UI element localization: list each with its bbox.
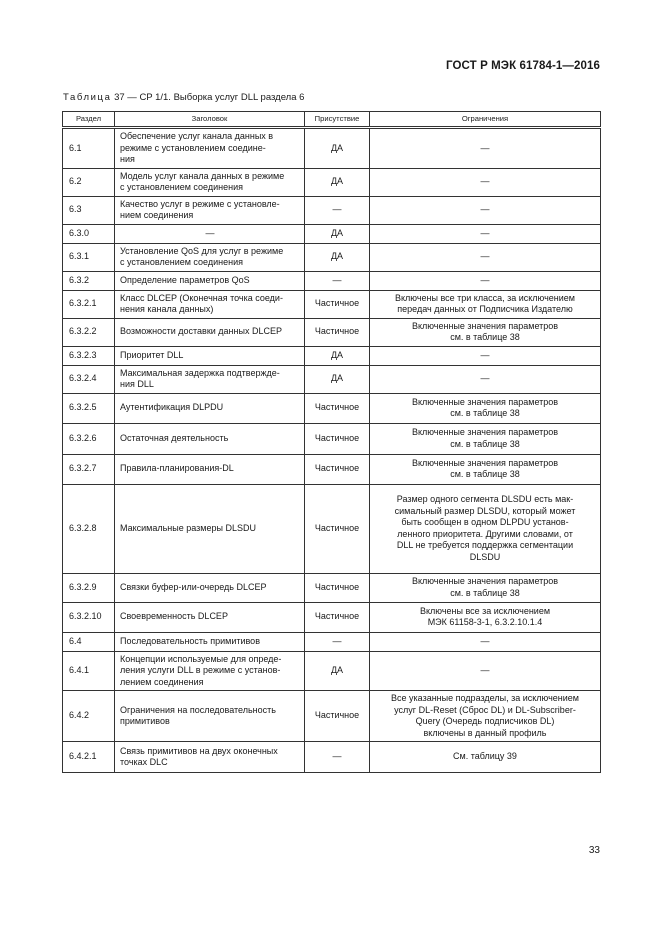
row-section-cell	[63, 742, 115, 773]
row-limits-cell	[370, 573, 601, 602]
row-presence-text: ДА	[330, 665, 344, 675]
table-row	[63, 243, 601, 271]
row-limits-cell	[370, 168, 601, 196]
row-section-cell	[63, 484, 115, 573]
row-section-text: 6.3.2.2	[69, 326, 97, 337]
row-presence-cell	[305, 651, 370, 691]
row-limits-cell	[370, 602, 601, 632]
row-title-cell	[115, 318, 305, 346]
table-row	[63, 742, 601, 773]
row-section-cell	[63, 318, 115, 346]
table-caption	[63, 92, 304, 103]
row-presence-cell	[305, 454, 370, 484]
row-section-cell	[63, 168, 115, 196]
row-title-cell	[115, 168, 305, 196]
row-title-text: Ограничения на последовательность примитивов	[120, 704, 276, 726]
row-limits-cell	[370, 243, 601, 271]
row-limits-text: —	[480, 665, 490, 675]
column-header-section: Раздел	[63, 112, 115, 128]
row-title-cell	[115, 573, 305, 602]
column-header-limits: Ограничения	[370, 112, 601, 128]
row-title-cell	[115, 271, 305, 290]
row-title-cell	[115, 128, 305, 169]
row-limits-cell	[370, 224, 601, 243]
table-row	[63, 365, 601, 393]
row-title-cell	[115, 224, 305, 243]
row-title-text: Аутентификация DLPDU	[120, 402, 224, 413]
row-title-cell	[115, 346, 305, 365]
row-presence-cell	[305, 346, 370, 365]
row-limits-cell	[370, 454, 601, 484]
row-title-cell	[115, 454, 305, 484]
row-limits-text: —	[480, 251, 490, 262]
row-section-cell	[63, 691, 115, 742]
row-limits-cell	[370, 196, 601, 224]
row-presence-text: —	[332, 274, 342, 285]
row-limits-cell	[370, 423, 601, 454]
row-title-cell	[115, 602, 305, 632]
row-title-text: Установление QoS для услуг в режиме с установлением соединения	[120, 245, 284, 267]
row-section-cell	[63, 393, 115, 423]
row-section-text: 6.3	[69, 204, 82, 215]
table-caption-text: 37 — CP 1/1. Выборка услуг DLL раздела 6	[111, 92, 305, 103]
row-presence-cell	[305, 290, 370, 318]
row-limits-text: —	[480, 349, 490, 360]
row-presence-cell	[305, 168, 370, 196]
row-presence-cell	[305, 365, 370, 393]
row-title-cell	[115, 742, 305, 773]
row-limits-text: —	[480, 274, 490, 285]
services-table	[62, 111, 601, 773]
row-limits-text: Включенные значения параметров см. в таблице 38	[411, 320, 559, 342]
row-section-text: 6.3.2.1	[69, 298, 97, 309]
row-limits-cell	[370, 290, 601, 318]
row-limits-text: —	[480, 142, 490, 153]
row-limits-text: См. таблицу 39	[453, 751, 517, 762]
row-limits-cell	[370, 365, 601, 393]
row-section-text: 6.4.1	[69, 665, 90, 675]
table-row	[63, 271, 601, 290]
row-limits-cell	[370, 271, 601, 290]
document-standard-header: ГОСТ Р МЭК 61784-1—2016	[446, 60, 600, 72]
row-presence-text: Частичное	[314, 326, 360, 337]
row-section-text: 6.3.2.3	[69, 349, 97, 360]
row-section-text: 6.3.2.4	[69, 373, 97, 384]
row-section-text: 6.3.2.6	[69, 432, 97, 443]
row-section-text: 6.3.1	[69, 251, 90, 262]
row-title-text: Определение параметров QoS	[120, 274, 250, 285]
row-limits-text: Включенные значения параметров см. в таблице 38	[411, 396, 559, 418]
row-presence-cell	[305, 691, 370, 742]
row-title-text: —	[205, 227, 215, 238]
row-presence-text: Частичное	[314, 432, 360, 443]
row-limits-cell	[370, 691, 601, 742]
table-row	[63, 423, 601, 454]
row-title-text: Концепции используемые для опреде- ления услуги DLL в режиме с установ- лением соединения	[120, 653, 282, 687]
row-limits-cell	[370, 318, 601, 346]
row-title-cell	[115, 393, 305, 423]
row-limits-cell	[370, 651, 601, 691]
row-title-cell	[115, 290, 305, 318]
row-presence-cell	[305, 224, 370, 243]
row-presence-text: Частичное	[314, 298, 360, 309]
row-presence-cell	[305, 423, 370, 454]
row-presence-text: Частичное	[314, 581, 360, 592]
row-title-text: Приоритет DLL	[120, 349, 184, 360]
row-presence-cell	[305, 573, 370, 602]
row-section-cell	[63, 632, 115, 651]
row-section-cell	[63, 423, 115, 454]
row-section-cell	[63, 196, 115, 224]
row-section-cell	[63, 224, 115, 243]
row-presence-cell	[305, 393, 370, 423]
row-section-text: 6.4	[69, 635, 82, 646]
row-presence-text: ДА	[330, 227, 344, 238]
table-row	[63, 224, 601, 243]
row-section-text: 6.3.2	[69, 274, 90, 285]
row-title-text: Максимальные размеры DLSDU	[120, 522, 256, 533]
table-row	[63, 168, 601, 196]
row-presence-text: ДА	[330, 349, 344, 360]
row-presence-text: ДА	[330, 251, 344, 262]
row-title-text: Связь примитивов на двух оконечных точках DLC	[120, 745, 278, 767]
row-limits-cell	[370, 346, 601, 365]
row-presence-cell	[305, 602, 370, 632]
row-title-cell	[115, 484, 305, 573]
row-section-cell	[63, 271, 115, 290]
table-row	[63, 651, 601, 691]
row-section-cell	[63, 243, 115, 271]
row-section-cell	[63, 602, 115, 632]
table-row	[63, 573, 601, 602]
row-presence-cell	[305, 484, 370, 573]
column-header-presence: Присутствие	[305, 112, 370, 128]
row-title-text: Обеспечение услуг канала данных в режиме с установлением соедине- ния	[120, 131, 274, 164]
row-title-cell	[115, 651, 305, 691]
table-row	[63, 318, 601, 346]
row-section-cell	[63, 651, 115, 691]
row-limits-text: Включены все за исключением МЭК 61158-3-1, 6.3.2.10.1.4	[419, 605, 551, 627]
table-caption-prefix: Таблица	[63, 92, 112, 103]
row-presence-text: —	[332, 635, 342, 646]
table-header-row	[63, 112, 601, 128]
row-presence-cell	[305, 632, 370, 651]
row-title-text: Максимальная задержка подтвержде- ния DLL	[120, 367, 280, 389]
table-body	[63, 128, 601, 773]
row-presence-cell	[305, 196, 370, 224]
row-section-text: 6.1	[69, 142, 82, 153]
row-limits-cell	[370, 742, 601, 773]
row-presence-cell	[305, 271, 370, 290]
row-presence-cell	[305, 742, 370, 773]
row-presence-text: Частичное	[314, 463, 360, 474]
table-row	[63, 484, 601, 573]
table-row	[63, 346, 601, 365]
row-limits-text: —	[480, 204, 490, 215]
row-limits-text: —	[480, 176, 490, 187]
row-limits-text: Включенные значения параметров см. в таблице 38	[411, 427, 559, 449]
row-section-text: 6.3.0	[69, 227, 90, 238]
row-section-text: 6.3.2.9	[69, 581, 97, 592]
table-row	[63, 290, 601, 318]
row-presence-text: Частичное	[314, 611, 360, 622]
row-presence-text: Частичное	[314, 522, 360, 533]
row-presence-text: Частичное	[314, 402, 360, 413]
row-title-text: Связки буфер-или-очередь DLCEP	[120, 581, 267, 592]
row-title-cell	[115, 632, 305, 651]
row-presence-cell	[305, 128, 370, 169]
row-limits-text: Включенные значения параметров см. в таблице 38	[411, 457, 559, 479]
table-row	[63, 196, 601, 224]
row-title-cell	[115, 423, 305, 454]
row-limits-text: Размер одного сегмента DLSDU есть мак- симальный размер DLSDU, который может быть сообщен в одном DLPDU установ- ленного приоритета. Другими словами, от DLL не требуется поддержка сегментации DLSDU	[394, 494, 576, 562]
row-title-text: Качество услуг в режиме с установле- нием соединения	[120, 198, 280, 220]
row-presence-text: ДА	[330, 142, 344, 153]
row-title-cell	[115, 365, 305, 393]
table-row	[63, 454, 601, 484]
row-presence-text: ДА	[330, 176, 344, 187]
row-limits-cell	[370, 632, 601, 651]
row-presence-text: ДА	[330, 373, 344, 384]
row-limits-text: —	[480, 635, 490, 646]
row-title-cell	[115, 243, 305, 271]
row-limits-text: Включенные значения параметров см. в таблице 38	[411, 576, 559, 598]
row-section-text: 6.3.2.10	[69, 611, 102, 622]
table-row	[63, 393, 601, 423]
row-section-cell	[63, 573, 115, 602]
row-section-text: 6.4.2.1	[69, 751, 97, 762]
row-title-cell	[115, 196, 305, 224]
row-limits-text: —	[480, 227, 490, 238]
row-section-cell	[63, 346, 115, 365]
row-limits-cell	[370, 128, 601, 169]
row-title-cell	[115, 691, 305, 742]
row-limits-cell	[370, 484, 601, 573]
row-section-text: 6.4.2	[69, 710, 90, 721]
table-row	[63, 128, 601, 169]
row-presence-text: —	[332, 751, 342, 762]
row-limits-text: Все указанные подразделы, за исключением услуг DL-Reset (Сброс DL) и DL-Subscriber- Query (Очередь подписчиков DL) включены в данный профиль	[391, 693, 579, 738]
row-presence-text: Частичное	[314, 710, 360, 721]
row-section-text: 6.3.2.5	[69, 402, 97, 413]
row-section-text: 6.2	[69, 176, 82, 187]
row-limits-cell	[370, 393, 601, 423]
column-header-title: Заголовок	[115, 112, 305, 128]
row-limits-text: —	[480, 373, 490, 384]
row-section-text: 6.3.2.7	[69, 463, 97, 474]
row-title-text: Класс DLCEP (Оконечная точка соеди- нения канала данных)	[120, 292, 283, 314]
table-row	[63, 691, 601, 742]
row-title-text: Своевременность DLCEP	[120, 611, 228, 622]
row-presence-cell	[305, 243, 370, 271]
row-section-cell	[63, 290, 115, 318]
page-number: 33	[588, 845, 600, 856]
row-limits-text: Включены все три класса, за исключением передач данных от Подписчика Издателю	[394, 292, 575, 314]
row-title-text: Правила-планирования-DL	[120, 463, 234, 474]
table-row	[63, 602, 601, 632]
row-title-text: Возможности доставки данных DLCEP	[120, 326, 282, 337]
row-title-text: Модель услуг канала данных в режиме с установлением соединения	[120, 170, 285, 192]
row-title-text: Последовательность примитивов	[120, 635, 260, 646]
row-section-cell	[63, 365, 115, 393]
row-presence-cell	[305, 318, 370, 346]
row-presence-text: —	[332, 204, 342, 215]
row-section-text: 6.3.2.8	[69, 522, 97, 533]
row-title-text: Остаточная деятельность	[120, 432, 229, 443]
table-row	[63, 632, 601, 651]
row-section-cell	[63, 454, 115, 484]
row-section-cell	[63, 128, 115, 169]
